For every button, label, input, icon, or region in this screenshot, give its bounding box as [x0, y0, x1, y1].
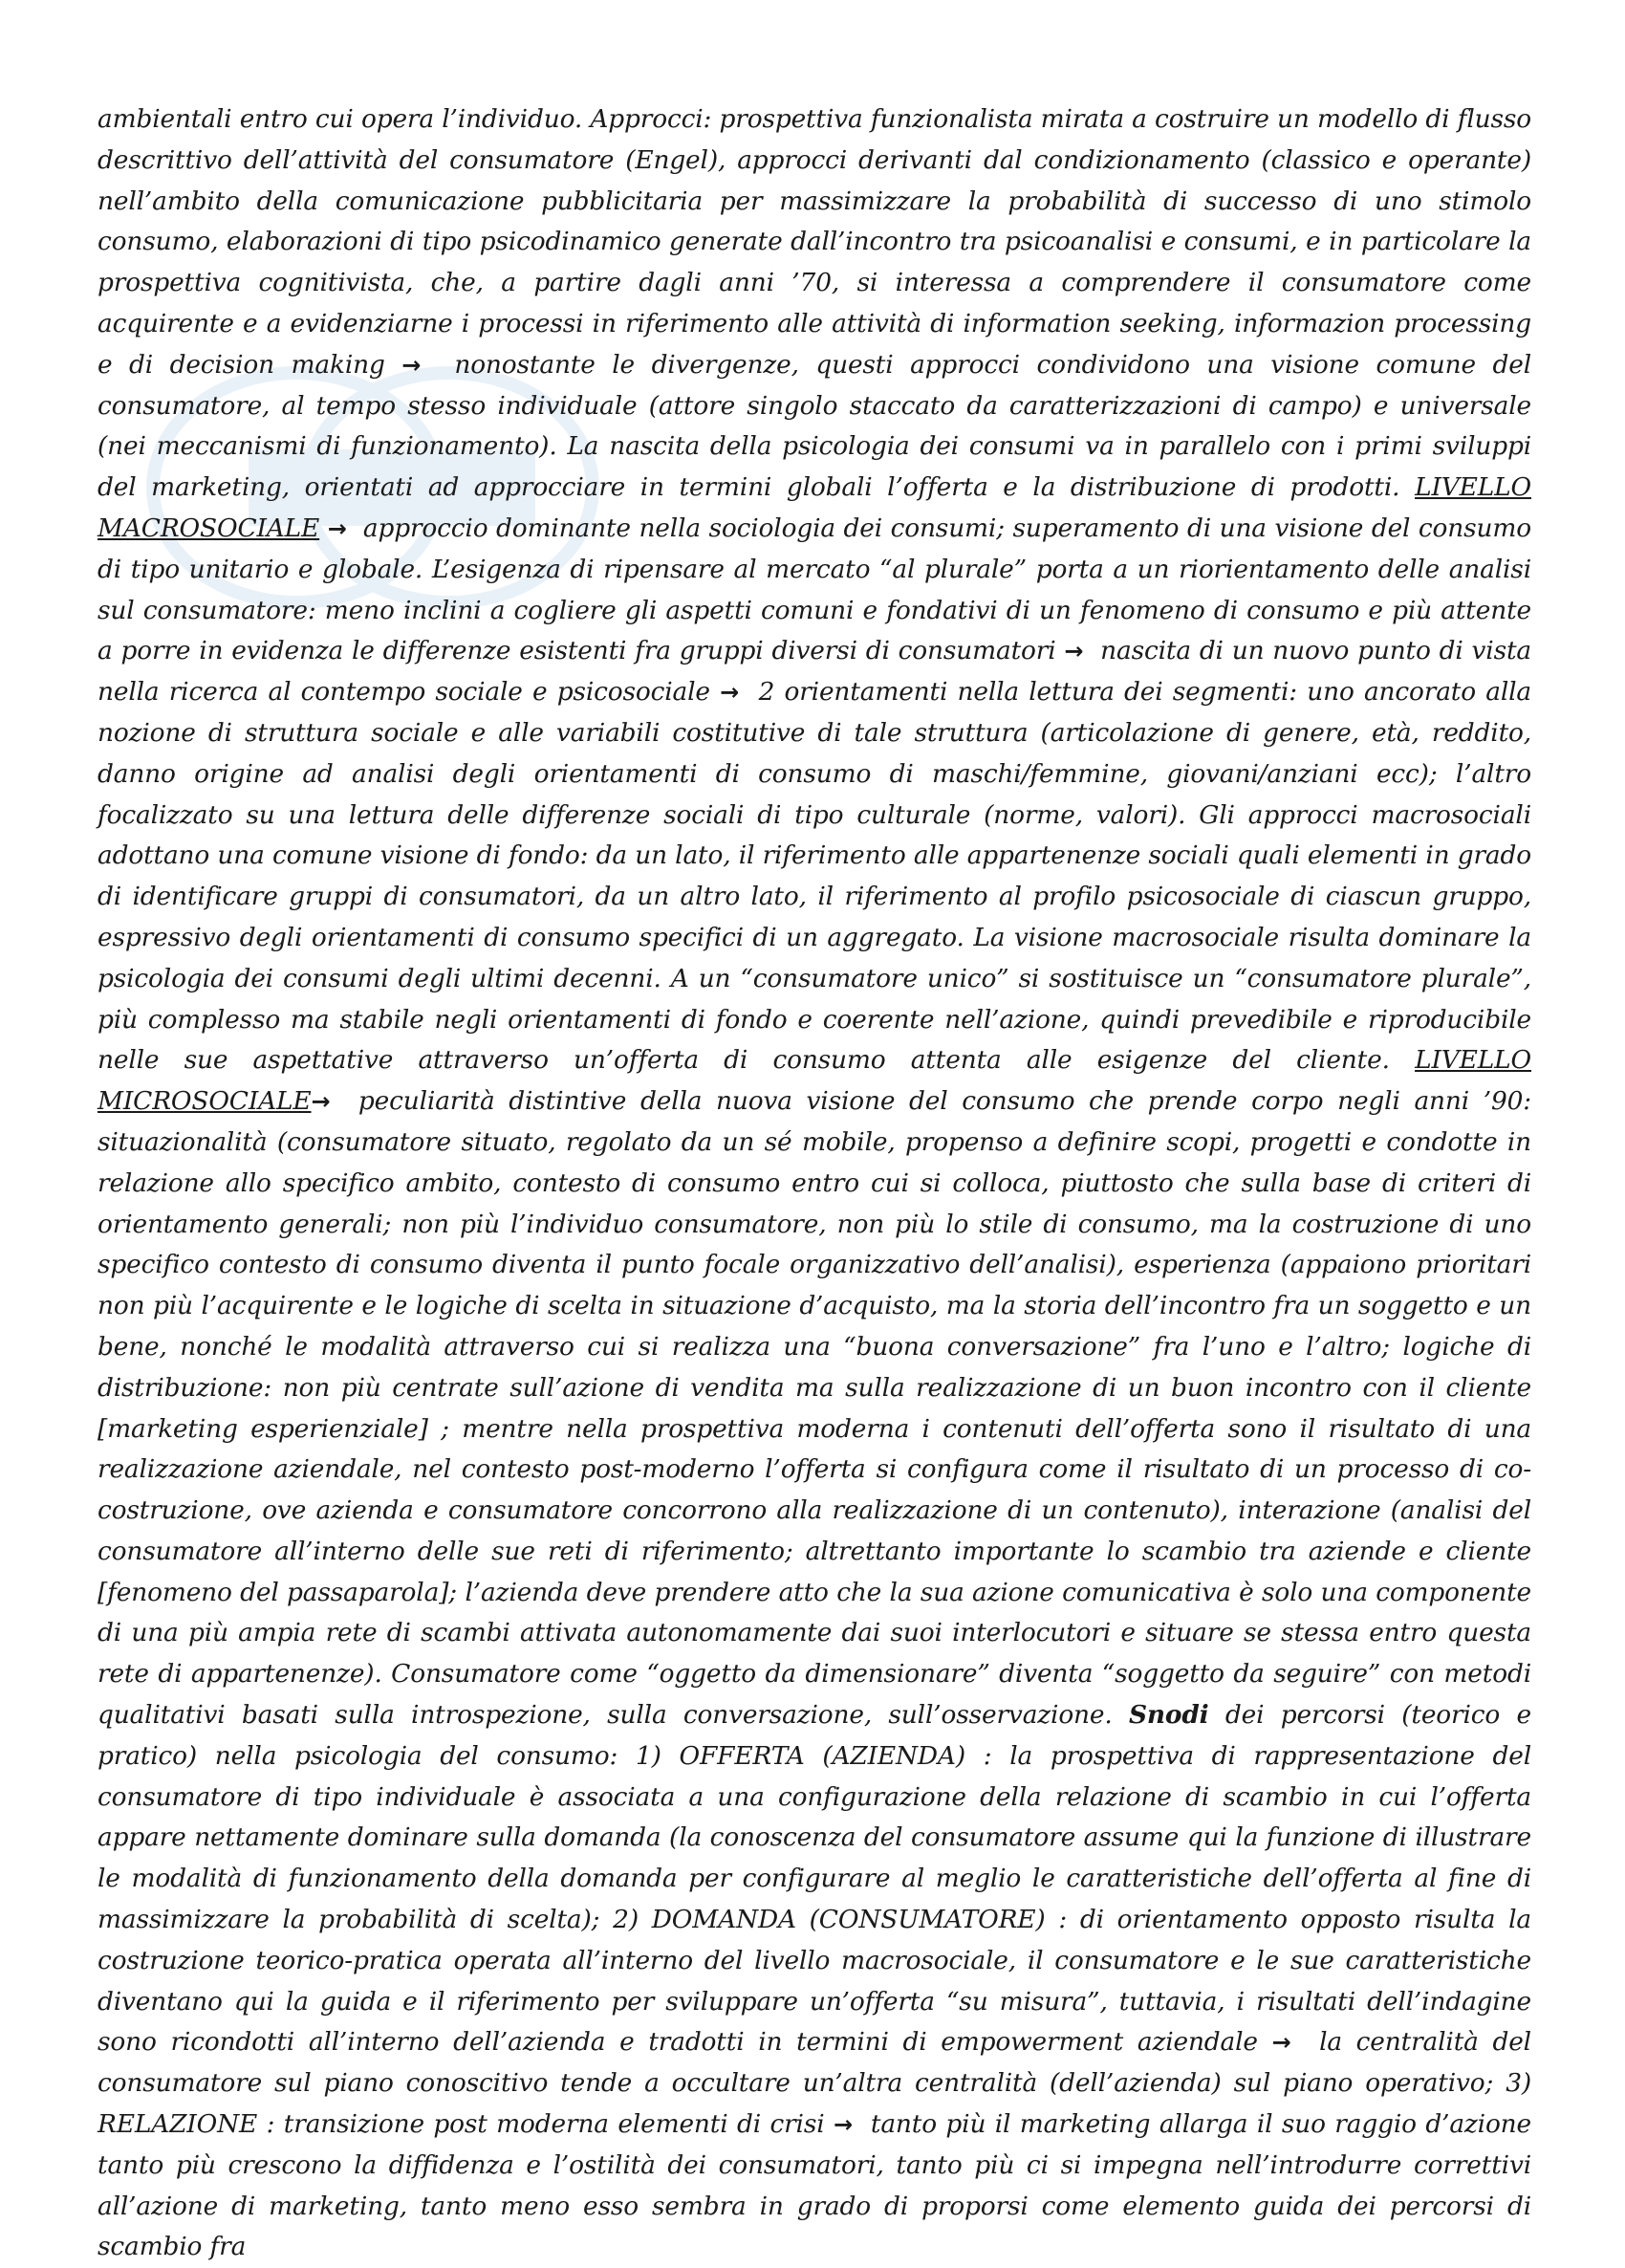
text-s03: approccio dominante nella sociologia dei consumi; superamento di una visione del consumo di tipo unitario e globale. L’esigenza di ripensare al mercato “al plurale” porta a un riorientamento delle analisi sul consumatore: meno inclini a cogliere gli aspetti comuni e fondativi di un fenomeno di consumo e più attente a porre in evidenza le differenze esistenti fra gruppi diversi di consumatori [98, 512, 1531, 666]
arrow-icon: → [1271, 2029, 1291, 2057]
heading-livello-microsociale: LIVELLO MICROSOCIALE [98, 1045, 1531, 1117]
text-s07: dei percorsi (teorico e pratico) nella psicologia del consumo: 1) OFFERTA (AZIENDA) : la prospettiva di rappresentazione del consumatore di tipo individuale è associata a una configurazione della relazione di scambio in cui l’offerta appare nettamente dominare sulla domanda (la conoscenza del consumatore assume qui la funzione di illustrare le modalità di funzionamento della domanda per configurare al meglio le caratteristiche dell’offerta al fine di massimizzare la probabilità di scelta); 2) DOMANDA (CONSUMATORE) : di orientamento opposto risulta la costruzione teorico-pratica operata all’interno del livello macrosociale, il consumatore e le sue caratteristiche diventano qui la guida e il riferimento per sviluppare un’offerta “su misura”, tuttavia, i risultati dell’indagine sono ricondotti all’interno dell’azienda e tradotti in termini di empowerment aziendale [98, 1700, 1531, 2058]
text-s02: nonostante le divergenze, questi approcci condividono una visione comune del consumatore, al tempo stesso individuale (attore singolo staccato da caratterizzazioni di campo) e universale (nei meccanismi di funzionamento). La nascita della psicologia dei consumi va in parallelo con i primi sviluppi del marketing, orientati ad approcciare in termini globali l’offerta e la distribuzione di prodotti. [98, 349, 1531, 503]
text-s05: 2 orientamenti nella lettura dei segmenti: uno ancorato alla nozione di struttura sociale e alle variabili costitutive di tale struttura (articolazione di genere, età, reddito, danno origine ad analisi degli orientamenti di consumo di maschi/femmine, giovani/anziani ecc); l’altro focalizzato su una lettura delle differenze sociali di tipo culturale (norme, valori). Gli approcci macrosociali adottano una comune visione di fondo: da un lato, il riferimento alle appartenenze sociali quali elementi in grado di identificare gruppi di consumatori, da un altro lato, il riferimento al profilo psicosociale di ciascun gruppo, espressivo degli orientamenti di consumo specifici di un aggregato. La visione macrosociale risulta dominare la psicologia dei consumi degli ultimi decenni. A un “consumatore unico” si sostituisce un “consumatore plurale”, più complesso ma stabile negli orientamenti di fondo e coerente nell’azione, quindi prevedibile e riproducibile nelle sue aspettative attraverso un’offerta di consumo attenta alle esigenze del cliente. [98, 677, 1531, 1076]
arrow-icon: → [1064, 638, 1084, 665]
text-s08: la centralità del consumatore sul piano conoscitivo tende a occultare un’altra centralità (dell’azienda) sul piano operativo; 3) RELAZIONE : transizione post moderna elementi di crisi [98, 2027, 1531, 2140]
text-s01: ambientali entro cui opera l’individuo. Approcci: prospettiva funzionalista mirata a costruire un modello di flusso descrittivo dell’attività del consumatore (Engel), approcci derivanti dal condizionamento (classico e operante) nell’ambito della comunicazione pubblicitaria per massimizzare la probabilità di successo di uno stimolo consumo, elaborazioni di tipo psicodinamico generate dall’incontro tra psicoanalisi e consumi, e in particolare la prospettiva cognitivista, che, a partire dagli anni ’70, si interessa a comprendere il consumatore come acquirente e a evidenziarne i processi in riferimento alle attività di information seeking, informazion processing e di decision making [98, 104, 1531, 380]
arrow-icon: → [834, 2111, 853, 2139]
text-s04: nascita di un nuovo punto di vista nella ricerca al contempo sociale e psicosociale [98, 636, 1532, 708]
arrow-icon: → [720, 679, 740, 707]
text-snodi: Snodi [1128, 1700, 1209, 1731]
text-s09: tanto più il marketing allarga il suo raggio d’azione tanto più crescono la diffidenza e l’ostilità dei consumatori, tanto più ci si impegna nell’introdurre correttivi all’azione di marketing, tanto meno esso sembra in grado di proporsi come elemento guida dei percorsi di scambio fra [98, 2109, 1531, 2262]
arrow-icon: → [401, 351, 422, 379]
text-s06: peculiarità distintive della nuova visione del consumo che prende corpo negli anni ’90: situazionalità (consumatore situato, regolato da un sé mobile, propenso a definire scopi, progetti e condotte in relazione allo specifico ambito, contesto di consumo entro cui si colloca, piuttosto che sulla base di criteri di orientamento generali; non più l’individuo consumatore, non più lo stile di consumo, ma la costruzione di uno specifico contesto di consumo diventa il punto focale organizzativo dell’analisi), esperienza (appaiono prioritari non più l’acquirente e le logiche di scelta in situazione d’acquisto, ma la storia dell’incontro fra un soggetto e un bene, nonché le modalità attraverso cui si realizza una “buona conversazione” fra l’uno e l’altro; logiche di distribuzione: non più centrate sull’azione di vendita ma sulla realizzazione di un buon incontro con il cliente [marketing esperienziale] ; mentre nella prospettiva moderna i contenuti dell’offerta sono il risultato di una realizzazione aziendale, nel contesto post-moderno l’offerta si configura come il risultato di un processo di co-costruzione, ove azienda e consumatore concorrono alla realizzazione di un contenuto), interazione (analisi del consumatore all’interno delle sue reti di riferimento; altrettanto importante lo scambio tra aziende e cliente [fenomeno del passaparola]; l’azienda deve prendere atto che la sua azione comunicativa è solo una componente di una più ampia rete di scambi attivata autonomamente dai suoi interlocutori e situare se stessa entro questa rete di appartenenze). Consumatore come “oggetto da dimensionare” diventa “soggetto da seguire” con metodi qualitativi basati sulla introspezione, sulla conversazione, sull’osservazione. [98, 1086, 1531, 1731]
arrow-icon: → [327, 514, 347, 542]
body-paragraph [98, 99, 1531, 2268]
heading-livello-macrosociale: LIVELLO MACROSOCIALE [98, 472, 1531, 543]
arrow-icon: → [311, 1088, 331, 1116]
